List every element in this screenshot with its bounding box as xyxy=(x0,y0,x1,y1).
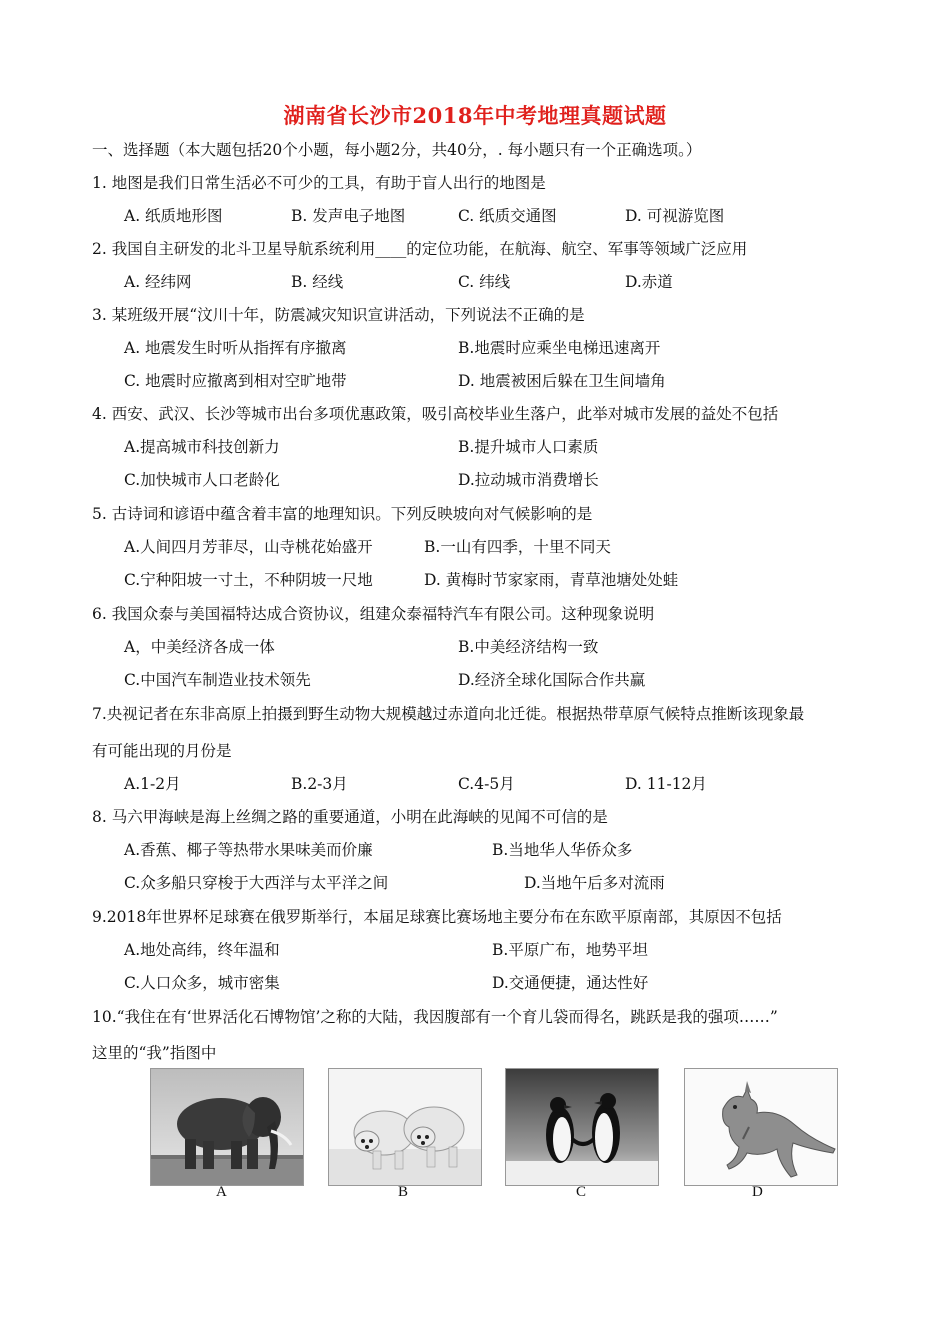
question-2-option-c: C. 纬线 xyxy=(458,273,511,291)
question-1-option-a: A. 纸质地形图 xyxy=(124,207,223,225)
question-9-option-d: D.交通便捷，通达性好 xyxy=(492,974,649,992)
question-3-option-a: A. 地震发生时听从指挥有序撤离 xyxy=(124,339,347,357)
question-9-option-a: A.地处高纬，终年温和 xyxy=(124,941,280,959)
question-1-option-d: D. 可视游览图 xyxy=(625,207,725,225)
question-1-stem: 1. 地图是我们日常生活必不可少的工具，有助于盲人出行的地图是 xyxy=(92,174,546,192)
question-7-option-b: B.2-3月 xyxy=(291,775,348,793)
image-c-penguins xyxy=(505,1068,659,1186)
question-6-option-a: A，中美经济各成一体 xyxy=(124,638,275,656)
question-6-option-c: C.中国汽车制造业技术领先 xyxy=(124,671,311,689)
question-9-option-b: B.平原广布，地势平坦 xyxy=(492,941,648,959)
image-d-label: D xyxy=(752,1184,763,1200)
question-6-option-d: D.经济全球化国际合作共赢 xyxy=(458,671,646,689)
question-8-option-b: B.当地华人华侨众多 xyxy=(492,841,633,859)
question-10-stem-continued: 这里的“我”指图中 xyxy=(92,1044,217,1062)
question-5-option-b: B.一山有四季，十里不同天 xyxy=(424,538,611,556)
question-5-stem: 5. 古诗词和谚语中蕴含着丰富的地理知识。下列反映坡向对气候影响的是 xyxy=(92,505,593,523)
question-10-stem: 10.“我住在有‘世界活化石博物馆’之称的大陆，我因腹部有一个育儿袋而得名，跳跃是我的强项……” xyxy=(92,1008,778,1026)
page-title: 湖南省长沙市2018年中考地理真题试题 xyxy=(283,103,667,128)
question-7-option-a: A.1-2月 xyxy=(124,775,181,793)
section-heading: 一、选择题（本大题包括20个小题，每小题2分，共40分，. 每小题只有一个正确选项。） xyxy=(92,141,702,159)
question-3-option-c: C. 地震时应撤离到相对空旷地带 xyxy=(124,372,347,390)
question-7-stem-continued: 有可能出现的月份是 xyxy=(92,742,232,760)
question-2-stem: 2. 我国自主研发的北斗卫星导航系统利用____的定位功能，在航海、航空、军事等领域广泛应用 xyxy=(92,240,748,258)
question-8-stem: 8. 马六甲海峡是海上丝绸之路的重要通道，小明在此海峡的见闻不可信的是 xyxy=(92,808,608,826)
question-1-option-b: B. 发声电子地图 xyxy=(291,207,406,225)
question-7-option-d: D. 11-12月 xyxy=(625,775,707,793)
question-1-option-c: C. 纸质交通图 xyxy=(458,207,557,225)
image-c-label: C xyxy=(576,1184,587,1200)
question-4-option-c: C.加快城市人口老龄化 xyxy=(124,471,280,489)
question-8-option-a: A.香蕉、椰子等热带水果味美而价廉 xyxy=(124,841,373,859)
question-4-stem: 4. 西安、武汉、长沙等城市出台多项优惠政策，吸引高校毕业生落户，此举对城市发展的益处不包括 xyxy=(92,405,779,423)
question-5-option-a: A.人间四月芳菲尽，山寺桃花始盛开 xyxy=(124,538,373,556)
question-5-option-d: D. 黄梅时节家家雨，青草池塘处处蛙 xyxy=(424,571,679,589)
question-9-option-c: C.人口众多，城市密集 xyxy=(124,974,280,992)
image-b-label: B xyxy=(398,1184,409,1200)
question-6-option-b: B.中美经济结构一致 xyxy=(458,638,599,656)
image-a-elephant xyxy=(150,1068,304,1186)
image-d-kangaroo xyxy=(684,1068,838,1186)
question-3-stem: 3. 某班级开展“汶川十年，防震减灾知识宣讲活动，下列说法不正确的是 xyxy=(92,306,585,324)
question-7-option-c: C.4-5月 xyxy=(458,775,515,793)
question-5-option-c: C.宁种阳坡一寸土，不种阴坡一尺地 xyxy=(124,571,373,589)
image-b-polar-bears xyxy=(328,1068,482,1186)
question-8-option-d: D.当地午后多对流雨 xyxy=(524,874,665,892)
question-7-stem: 7.央视记者在东非高原上拍摄到野生动物大规模越过赤道向北迁徙。根据热带草原气候特点推断该现象最 xyxy=(92,705,805,723)
question-3-option-b: B.地震时应乘坐电梯迅速离开 xyxy=(458,339,661,357)
question-2-option-d: D.赤道 xyxy=(625,273,673,291)
question-8-option-c: C.众多船只穿梭于大西洋与太平洋之间 xyxy=(124,874,389,892)
question-4-option-d: D.拉动城市消费增长 xyxy=(458,471,599,489)
question-3-option-d: D. 地震被困后躲在卫生间墙角 xyxy=(458,372,666,390)
question-4-option-b: B.提升城市人口素质 xyxy=(458,438,599,456)
image-a-label: A xyxy=(216,1184,227,1200)
question-2-option-a: A. 经纬网 xyxy=(124,273,192,291)
question-9-stem: 9.2018年世界杯足球赛在俄罗斯举行，本届足球赛比赛场地主要分布在东欧平原南部，其原因不包括 xyxy=(92,908,782,926)
question-4-option-a: A.提高城市科技创新力 xyxy=(124,438,280,456)
question-6-stem: 6. 我国众泰与美国福特达成合资协议，组建众泰福特汽车有限公司。这种现象说明 xyxy=(92,605,655,623)
question-2-option-b: B. 经线 xyxy=(291,273,344,291)
